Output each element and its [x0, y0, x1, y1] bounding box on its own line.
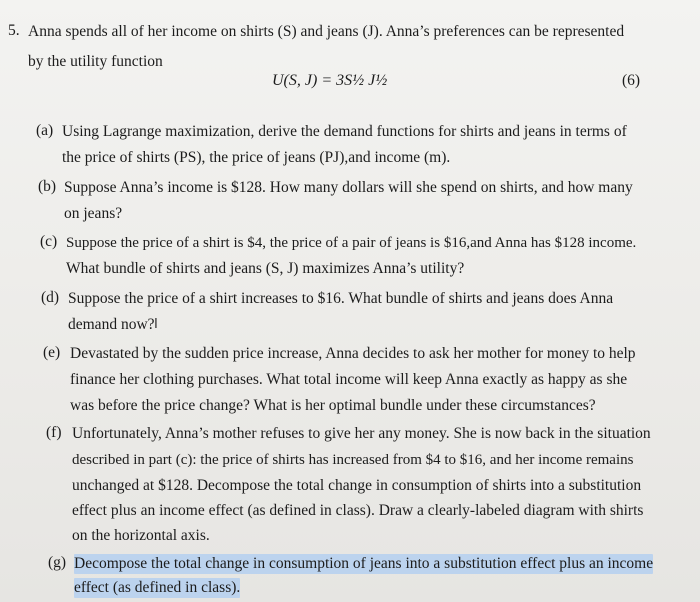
part-f-line-3: unchanged at $128. Decompose the total change in consumption of shirts into a substitution: [72, 477, 642, 494]
part-f-line-1: Unfortunately, Anna’s mother refuses to give her any money. She is now back in the situation: [72, 425, 651, 442]
part-f-label: (f): [46, 424, 62, 441]
part-a-line-2: the price of shirts (PS), the price of jeans (PJ),and income (m).: [62, 149, 451, 166]
text-cursor-icon: Ι: [154, 317, 158, 332]
part-d-label: (d): [41, 289, 60, 306]
part-b-line-1: Suppose Anna’s income is $128. How many dollars will she spend on shirts, and how many: [64, 179, 633, 196]
part-f-line-5: on the horizontal axis.: [72, 527, 210, 544]
part-g-line-1[interactable]: Decompose the total change in consumption of jeans into a substitution effect plus an income: [74, 555, 654, 572]
part-f-line-2: described in part (c): the price of shirts has increased from $4 to $16, and her income remains: [72, 452, 634, 468]
question-intro-line-1: Anna spends all of her income on shirts (S) and jeans (J). Anna’s preferences can be represented: [28, 23, 625, 40]
part-c-label: (c): [40, 233, 58, 250]
equation-number: (6): [622, 72, 641, 89]
part-a-line-1: Using Lagrange maximization, derive the demand functions for shirts and jeans in terms of: [62, 123, 627, 140]
part-g-line-2[interactable]: effect (as defined in class).: [74, 579, 241, 596]
part-e-line-2: finance her clothing purchases. What total income will keep Anna exactly as happy as she: [70, 371, 628, 388]
part-e-line-1: Devastated by the sudden price increase, Anna decides to ask her mother for money to help: [70, 345, 636, 362]
part-b-line-2: on jeans?: [64, 205, 123, 222]
part-e-label: (e): [43, 344, 61, 361]
part-e-line-3: was before the price change? What is her optimal bundle under these circumstances?: [70, 397, 596, 414]
part-d-line-1: Suppose the price of a shirt increases to $16. What bundle of shirts and jeans does Anna: [68, 290, 614, 307]
part-b-label: (b): [38, 178, 57, 195]
question-number: 5.: [8, 22, 20, 39]
question-intro-line-2: by the utility function: [28, 53, 163, 70]
part-c-line-2: What bundle of shirts and jeans (S, J) maximizes Anna’s utility?: [66, 260, 465, 277]
part-f-line-4: effect plus an income effect (as defined in class). Draw a clearly-labeled diagram with shirts: [72, 502, 644, 519]
part-d-line-2: demand now?: [68, 316, 155, 333]
part-a-label: (a): [36, 122, 54, 139]
part-c-line-1: Suppose the price of a shirt is $4, the price of a pair of jeans is $16,and Anna has $128 income.: [66, 235, 637, 251]
part-g-label: (g): [48, 554, 67, 571]
utility-equation: U(S, J) = 3S½ J½: [272, 72, 388, 89]
